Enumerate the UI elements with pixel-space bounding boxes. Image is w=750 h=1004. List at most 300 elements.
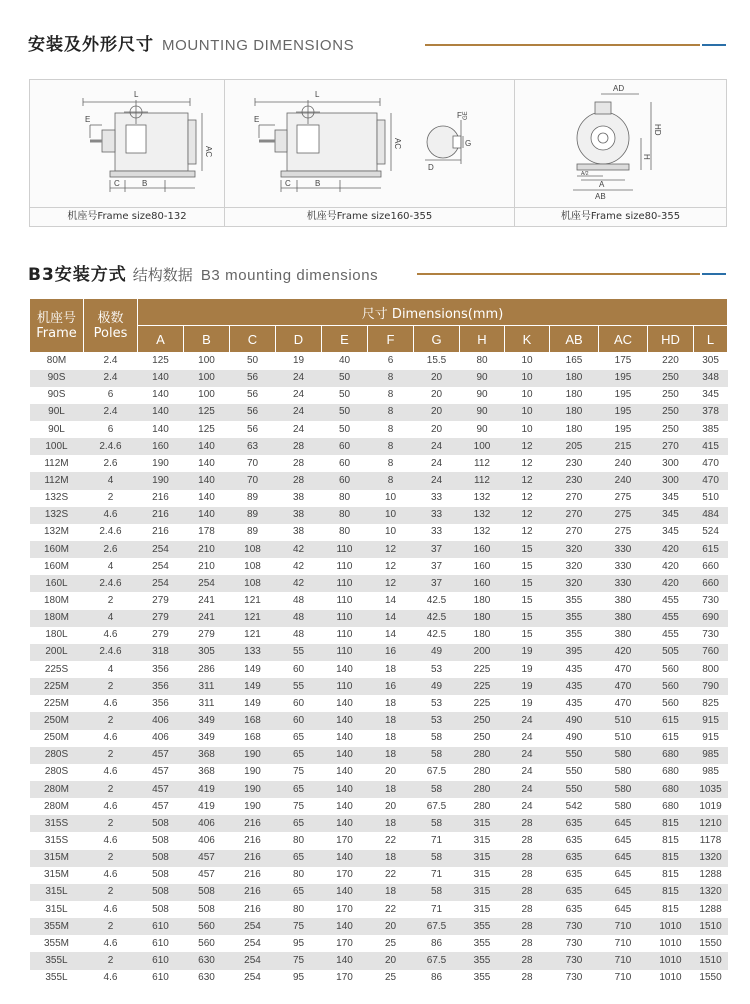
- frame-cell: 160M: [30, 558, 84, 575]
- dimension-cell: 345: [694, 387, 728, 404]
- dimension-cell: 67.5: [414, 798, 460, 815]
- dimension-cell: 20: [368, 918, 414, 935]
- dimension-cell: 415: [694, 438, 728, 455]
- dimension-cell: 420: [648, 558, 694, 575]
- diagram-side-view-small: [30, 80, 225, 226]
- dimension-cell: 250: [648, 404, 694, 421]
- dimension-cell: 28: [505, 918, 550, 935]
- dimension-cell: 89: [230, 490, 276, 507]
- dimension-cell: 275: [599, 490, 648, 507]
- dimension-cell: 420: [648, 541, 694, 558]
- poles-cell: 2: [84, 918, 138, 935]
- dimension-cell: 200: [460, 644, 505, 661]
- dimension-cell: 65: [276, 781, 322, 798]
- dimension-cell: 510: [599, 730, 648, 747]
- dimension-cell: 24: [414, 455, 460, 472]
- column-header: D: [276, 326, 322, 353]
- dimension-cell: 12: [368, 541, 414, 558]
- table-row: [30, 455, 728, 472]
- dimension-cell: 368: [184, 764, 230, 781]
- dimension-cell: 24: [505, 764, 550, 781]
- dimension-cell: 455: [648, 627, 694, 644]
- dimension-cell: 195: [599, 370, 648, 387]
- poles-cell: 2: [84, 490, 138, 507]
- dim-label-B: B: [142, 179, 148, 188]
- dimension-cell: 254: [230, 918, 276, 935]
- dimension-cell: 710: [599, 918, 648, 935]
- frame-header-cn: 机座号: [36, 310, 76, 326]
- table-row: [30, 695, 728, 712]
- dimension-cell: 216: [230, 901, 276, 918]
- table-row: [30, 575, 728, 592]
- dimension-cell: 815: [648, 867, 694, 884]
- poles-cell: 2: [84, 747, 138, 764]
- column-header: H: [460, 326, 505, 353]
- frame-cell: 112M: [30, 472, 84, 489]
- table-row: [30, 952, 728, 969]
- dimension-cell: 680: [648, 747, 694, 764]
- frame-cell: 315M: [30, 850, 84, 867]
- dimension-cell: 18: [368, 850, 414, 867]
- dimension-cell: 140: [322, 661, 368, 678]
- dimension-cell: 121: [230, 610, 276, 627]
- dimension-cell: 25: [368, 935, 414, 952]
- dim-label-E: E: [85, 115, 91, 124]
- dimension-cell: 484: [694, 507, 728, 524]
- dimension-cell: 550: [550, 764, 599, 781]
- dimension-cell: 22: [368, 901, 414, 918]
- heading-divider-accent: [702, 273, 726, 275]
- dimension-cell: 216: [138, 490, 184, 507]
- dimension-cell: 110: [322, 575, 368, 592]
- dimension-cell: 1010: [648, 970, 694, 987]
- dimension-cell: 355: [550, 592, 599, 609]
- dimension-cell: 180: [550, 404, 599, 421]
- motor-end-view: [515, 80, 726, 207]
- dimension-cell: 560: [184, 918, 230, 935]
- dimension-cell: 90: [460, 404, 505, 421]
- dimension-cell: 195: [599, 387, 648, 404]
- poles-cell: 2.4: [84, 404, 138, 421]
- poles-cell: 4.6: [84, 935, 138, 952]
- dimension-cell: 168: [230, 712, 276, 729]
- dim-label-B: B: [315, 179, 321, 188]
- dimension-cell: 490: [550, 712, 599, 729]
- dimension-cell: 8: [368, 421, 414, 438]
- dimension-cell: 10: [368, 490, 414, 507]
- dimension-cell: 18: [368, 695, 414, 712]
- poles-cell: 2: [84, 884, 138, 901]
- dimension-cell: 180: [460, 592, 505, 609]
- dimension-cell: 58: [414, 747, 460, 764]
- poles-cell: 2: [84, 850, 138, 867]
- dimension-cell: 140: [322, 695, 368, 712]
- dimension-cell: 170: [322, 867, 368, 884]
- dimension-cell: 160: [460, 558, 505, 575]
- dimension-cell: 121: [230, 592, 276, 609]
- frame-cell: 280S: [30, 747, 84, 764]
- dimension-cell: 270: [550, 507, 599, 524]
- dimension-cell: 50: [322, 421, 368, 438]
- dimension-cell: 160: [460, 541, 505, 558]
- dimension-cell: 20: [368, 798, 414, 815]
- dimension-cell: 110: [322, 592, 368, 609]
- table-row: [30, 850, 728, 867]
- dimension-cell: 470: [694, 472, 728, 489]
- dimension-cell: 22: [368, 867, 414, 884]
- dimension-cell: 42.5: [414, 610, 460, 627]
- dimension-cell: 190: [230, 781, 276, 798]
- dim-label-D: D: [428, 163, 434, 172]
- dimension-cell: 215: [599, 438, 648, 455]
- dim-label-AD: AD: [613, 84, 625, 93]
- frame-cell: 80M: [30, 353, 84, 370]
- dim-label-C: C: [114, 179, 120, 188]
- dimension-cell: 16: [368, 644, 414, 661]
- dimension-cell: 100: [184, 370, 230, 387]
- dimension-cell: 1010: [648, 952, 694, 969]
- dimension-cell: 140: [184, 507, 230, 524]
- dimension-cell: 508: [138, 901, 184, 918]
- motor-side-view-small: [30, 80, 225, 207]
- dimension-cell: 1019: [694, 798, 728, 815]
- dimension-cell: 760: [694, 644, 728, 661]
- dimension-cell: 65: [276, 730, 322, 747]
- dimension-cell: 24: [414, 438, 460, 455]
- poles-cell: 2.4.6: [84, 575, 138, 592]
- dimension-cell: 16: [368, 678, 414, 695]
- table-row: [30, 678, 728, 695]
- poles-cell: 4.6: [84, 970, 138, 987]
- dimension-cell: 24: [505, 712, 550, 729]
- dimension-cell: 56: [230, 421, 276, 438]
- dimension-cell: 690: [694, 610, 728, 627]
- frame-cell: 132S: [30, 490, 84, 507]
- dimension-cell: 18: [368, 884, 414, 901]
- dimension-cell: 380: [599, 610, 648, 627]
- dimension-cell: 38: [276, 490, 322, 507]
- dimension-cell: 80: [322, 490, 368, 507]
- dimension-cell: 180: [550, 387, 599, 404]
- dimension-cell: 241: [184, 610, 230, 627]
- dimension-cell: 915: [694, 730, 728, 747]
- frame-cell: 90S: [30, 370, 84, 387]
- dim-label-G: G: [465, 139, 472, 148]
- dimension-cell: 24: [505, 730, 550, 747]
- dimension-cell: 680: [648, 764, 694, 781]
- dimension-cell: 75: [276, 918, 322, 935]
- dimension-cell: 279: [184, 627, 230, 644]
- dimension-cell: 615: [648, 730, 694, 747]
- poles-cell: 4.6: [84, 627, 138, 644]
- dimension-cell: 311: [184, 695, 230, 712]
- dimension-cell: 680: [648, 798, 694, 815]
- dimension-cell: 65: [276, 747, 322, 764]
- dimension-cell: 18: [368, 730, 414, 747]
- dimension-cell: 89: [230, 524, 276, 541]
- dimension-cell: 110: [322, 610, 368, 627]
- dimension-cell: 345: [648, 524, 694, 541]
- dimension-cell: 60: [276, 712, 322, 729]
- dimension-cell: 28: [276, 455, 322, 472]
- heading-divider: [425, 44, 700, 46]
- dimension-cell: 205: [550, 438, 599, 455]
- dimension-cell: 18: [368, 781, 414, 798]
- dimension-cell: 20: [368, 764, 414, 781]
- dimension-cell: 1320: [694, 850, 728, 867]
- dimension-cell: 270: [648, 438, 694, 455]
- dimension-cell: 12: [505, 438, 550, 455]
- dimension-cell: 378: [694, 404, 728, 421]
- dimension-cell: 457: [184, 867, 230, 884]
- poles-cell: 2.4.6: [84, 524, 138, 541]
- column-header: K: [505, 326, 550, 353]
- dimension-cell: 37: [414, 541, 460, 558]
- dimension-cell: 1550: [694, 935, 728, 952]
- dimension-cell: 24: [276, 421, 322, 438]
- dimension-cell: 10: [505, 421, 550, 438]
- dimension-cell: 71: [414, 901, 460, 918]
- poles-cell: 4.6: [84, 901, 138, 918]
- dimension-cell: 615: [694, 541, 728, 558]
- dimension-cell: 254: [184, 575, 230, 592]
- dimension-cell: 241: [184, 592, 230, 609]
- dimension-cell: 140: [322, 952, 368, 969]
- dimension-cell: 15: [505, 558, 550, 575]
- dimension-cell: 67.5: [414, 918, 460, 935]
- dimension-cell: 65: [276, 884, 322, 901]
- dimension-cell: 406: [138, 712, 184, 729]
- dimension-cell: 635: [550, 901, 599, 918]
- dimension-cell: 10: [505, 353, 550, 370]
- frame-cell: 160L: [30, 575, 84, 592]
- dim-label-H: H: [642, 154, 651, 160]
- dimension-cell: 75: [276, 952, 322, 969]
- dimension-cell: 1035: [694, 781, 728, 798]
- column-header: E: [322, 326, 368, 353]
- dimension-cell: 110: [322, 541, 368, 558]
- dimension-cell: 53: [414, 661, 460, 678]
- poles-cell: 4.6: [84, 507, 138, 524]
- dim-label-C: C: [285, 179, 291, 188]
- poles-cell: 4: [84, 558, 138, 575]
- dimension-cell: 140: [184, 490, 230, 507]
- dimension-cell: 216: [138, 507, 184, 524]
- dimension-cell: 280: [460, 798, 505, 815]
- dimension-cell: 19: [276, 353, 322, 370]
- dimension-cell: 320: [550, 575, 599, 592]
- dim-label-AC: AC: [393, 138, 402, 150]
- dimension-cell: 160: [138, 438, 184, 455]
- frame-cell: 225M: [30, 695, 84, 712]
- frame-cell: 225S: [30, 661, 84, 678]
- dimension-cell: 28: [505, 850, 550, 867]
- dimension-cell: 12: [505, 507, 550, 524]
- dimension-cell: 1550: [694, 970, 728, 987]
- dimension-cell: 10: [368, 507, 414, 524]
- dimension-cell: 368: [184, 747, 230, 764]
- dimension-cell: 348: [694, 370, 728, 387]
- dimension-cell: 12: [505, 455, 550, 472]
- dimension-cell: 645: [599, 901, 648, 918]
- dimension-cell: 356: [138, 661, 184, 678]
- dimension-cell: 560: [648, 678, 694, 695]
- dimension-cell: 80: [276, 867, 322, 884]
- dimension-cell: 270: [550, 490, 599, 507]
- table-row: [30, 832, 728, 849]
- dimension-cell: 254: [230, 952, 276, 969]
- dimension-cell: 48: [276, 627, 322, 644]
- dimension-cell: 330: [599, 558, 648, 575]
- dimension-cell: 710: [599, 952, 648, 969]
- dimension-cell: 560: [648, 661, 694, 678]
- dimension-cell: 470: [694, 455, 728, 472]
- dimension-cell: 286: [184, 661, 230, 678]
- dimension-cell: 89: [230, 507, 276, 524]
- frame-cell: 315L: [30, 901, 84, 918]
- diagram-caption: 机座号Frame size80-355: [515, 207, 726, 226]
- column-header: B: [184, 326, 230, 353]
- dim-label-GE: GE: [463, 111, 469, 120]
- dimension-cell: 100: [460, 438, 505, 455]
- dimension-cell: 140: [322, 850, 368, 867]
- dimension-cell: 24: [276, 370, 322, 387]
- dimension-cell: 110: [322, 558, 368, 575]
- dimension-cell: 280: [460, 747, 505, 764]
- dimension-cell: 311: [184, 678, 230, 695]
- frame-cell: 315S: [30, 815, 84, 832]
- table-row: [30, 421, 728, 438]
- frame-cell: 200L: [30, 644, 84, 661]
- dimension-cell: 1510: [694, 918, 728, 935]
- poles-header: [84, 299, 138, 353]
- dim-label-L: L: [315, 90, 320, 99]
- dimension-cell: 355: [550, 610, 599, 627]
- dimension-cell: 8: [368, 472, 414, 489]
- dimension-cell: 254: [138, 575, 184, 592]
- dimension-cell: 635: [550, 867, 599, 884]
- dimension-cell: 560: [184, 935, 230, 952]
- dimension-cell: 250: [460, 730, 505, 747]
- dimension-cell: 610: [138, 918, 184, 935]
- dimension-cell: 349: [184, 730, 230, 747]
- poles-cell: 4: [84, 610, 138, 627]
- dimension-cell: 15: [505, 627, 550, 644]
- poles-cell: 2: [84, 592, 138, 609]
- poles-cell: 2.4: [84, 370, 138, 387]
- dimension-cell: 1288: [694, 867, 728, 884]
- b3-mounting-heading: [28, 260, 378, 285]
- poles-cell: 2: [84, 815, 138, 832]
- dimension-cell: 140: [322, 798, 368, 815]
- dimension-cell: 315: [460, 901, 505, 918]
- dimension-cell: 254: [230, 970, 276, 987]
- dimension-cell: 100: [184, 353, 230, 370]
- dimension-cell: 380: [599, 627, 648, 644]
- dimension-cell: 140: [138, 421, 184, 438]
- dimension-cell: 53: [414, 712, 460, 729]
- dimension-cell: 610: [138, 935, 184, 952]
- dimension-cell: 112: [460, 472, 505, 489]
- dimension-cell: 645: [599, 815, 648, 832]
- dimension-cell: 24: [276, 404, 322, 421]
- dimension-cell: 580: [599, 798, 648, 815]
- table-row: [30, 610, 728, 627]
- frame-cell: 250M: [30, 712, 84, 729]
- dimension-cell: 18: [368, 747, 414, 764]
- dimension-cell: 37: [414, 558, 460, 575]
- frame-cell: 225M: [30, 678, 84, 695]
- dimension-cell: 65: [276, 850, 322, 867]
- dimension-cell: 419: [184, 798, 230, 815]
- dimension-cell: 90: [460, 370, 505, 387]
- dimension-cell: 615: [648, 712, 694, 729]
- dimension-cell: 190: [230, 747, 276, 764]
- dimension-cell: 33: [414, 507, 460, 524]
- dimension-cell: 380: [599, 592, 648, 609]
- section-title-en: MOUNTING DIMENSIONS: [162, 37, 355, 54]
- dimension-cell: 108: [230, 575, 276, 592]
- dimension-cell: 40: [322, 353, 368, 370]
- dimension-cell: 10: [505, 404, 550, 421]
- dimension-cell: 419: [184, 781, 230, 798]
- dimension-cell: 58: [414, 850, 460, 867]
- dimension-cell: 42.5: [414, 592, 460, 609]
- dimension-cell: 19: [505, 678, 550, 695]
- dimension-cell: 140: [322, 712, 368, 729]
- dimensions-group-header: 尺寸 Dimensions(mm): [138, 299, 728, 326]
- dimension-cell: 75: [276, 798, 322, 815]
- dimension-cell: 300: [648, 455, 694, 472]
- dimension-cell: 80: [322, 507, 368, 524]
- dimension-cell: 190: [230, 764, 276, 781]
- dimension-cell: 457: [138, 747, 184, 764]
- column-header: G: [414, 326, 460, 353]
- table-row: [30, 438, 728, 455]
- dimension-cell: 15: [505, 575, 550, 592]
- dimension-cell: 815: [648, 901, 694, 918]
- dimension-cell: 355: [460, 952, 505, 969]
- dimension-cell: 24: [505, 798, 550, 815]
- dimension-cell: 730: [550, 952, 599, 969]
- dimension-cell: 730: [694, 627, 728, 644]
- column-header: L: [694, 326, 728, 353]
- table-row: [30, 370, 728, 387]
- diagram-caption: 机座号Frame size160-355: [225, 207, 514, 226]
- dimension-cell: 60: [322, 455, 368, 472]
- dimension-cell: 28: [505, 832, 550, 849]
- dimension-cell: 18: [368, 712, 414, 729]
- frame-cell: 355M: [30, 918, 84, 935]
- dimension-cell: 406: [184, 815, 230, 832]
- dimension-cell: 315: [460, 815, 505, 832]
- dimension-cell: 110: [322, 678, 368, 695]
- dimension-cell: 38: [276, 507, 322, 524]
- dimension-cell: 305: [694, 353, 728, 370]
- dimension-cell: 490: [550, 730, 599, 747]
- dimension-cell: 216: [230, 867, 276, 884]
- frame-cell: 100L: [30, 438, 84, 455]
- dimension-cell: 457: [138, 764, 184, 781]
- dimension-cell: 355: [460, 935, 505, 952]
- dimension-cell: 24: [505, 781, 550, 798]
- dimension-cell: 385: [694, 421, 728, 438]
- dimension-cell: 50: [322, 404, 368, 421]
- dimension-cell: 132: [460, 524, 505, 541]
- section-title-prefix: B3安装方式: [28, 265, 127, 285]
- dimension-cell: 195: [599, 404, 648, 421]
- dimension-cell: 1010: [648, 918, 694, 935]
